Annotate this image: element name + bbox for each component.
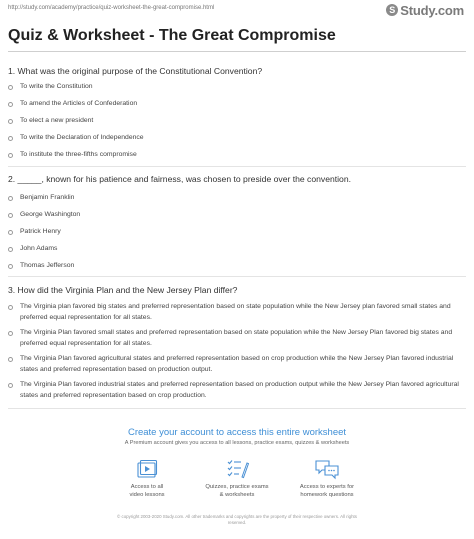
radio-button[interactable] <box>8 102 13 107</box>
question-1: 1. What was the original purpose of the Constitutional Convention? <box>8 66 263 76</box>
study-logo[interactable] <box>386 2 464 18</box>
radio-button[interactable] <box>8 119 13 124</box>
q3-option-3[interactable]: The Virginia Plan favored agricultural states and preferred representation based on crop production while the New Jersey Plan favored industrial states and preferred representation based on production output. <box>8 355 460 375</box>
radio-button[interactable] <box>8 136 13 141</box>
radio-button[interactable] <box>8 153 13 158</box>
q1-option-2[interactable]: To amend the Articles of Confederation <box>8 100 137 109</box>
video-lessons-icon <box>135 458 159 480</box>
q2-option-3[interactable]: Patrick Henry <box>8 228 61 237</box>
q2-option-4[interactable]: John Adams <box>8 245 57 254</box>
radio-button[interactable] <box>8 230 13 235</box>
q2-option-1[interactable]: Benjamin Franklin <box>8 194 74 203</box>
page-url: http://study.com/academy/practice/quiz-worksheet-the-great-compromise.html <box>8 5 215 11</box>
feature-quizzes: Quizzes, practice exams & worksheets <box>187 458 287 499</box>
create-account-link[interactable]: Create your account to access this entire worksheet <box>127 427 347 438</box>
radio-button[interactable] <box>8 213 13 218</box>
q2-option-2[interactable]: George Washington <box>8 211 80 220</box>
q1-option-1[interactable]: To write the Constitution <box>8 83 93 92</box>
question-3: 3. How did the Virginia Plan and the New Jersey Plan differ? <box>8 285 238 295</box>
q3-option-2[interactable]: The Virginia Plan favored small states and preferred representation based on state population while the New Jersey Plan favored big states and preferred equal representation for all states. <box>8 329 460 349</box>
feature-video-lessons: Access to all video lessons <box>97 458 197 499</box>
q3-option-1[interactable]: The Virginia plan favored big states and preferred representation based on state population while the New Jersey plan favored small states and preferred equal representation for all states. <box>8 303 460 323</box>
q2-option-5[interactable]: Thomas Jefferson <box>8 262 74 271</box>
radio-button[interactable] <box>8 357 13 362</box>
radio-button[interactable] <box>8 305 13 310</box>
copyright-footer: © copyright 2003-2020 Study.com. All other trademarks and copyrights are the property of their respective owners. All rights reserved. <box>117 514 357 525</box>
logo-icon: S <box>386 4 398 16</box>
premium-description: A Premium account gives you access to all lessons, practice exams, quizzes & worksheets <box>124 440 350 446</box>
q3-option-4[interactable]: The Virginia Plan favored industrial states and preferred representation based on production output while the New Jersey Plan favored agricultural states and preferred representation based on crop production. <box>8 381 460 401</box>
question-divider <box>8 166 466 167</box>
radio-button[interactable] <box>8 85 13 90</box>
q1-option-4[interactable]: To write the Declaration of Independence <box>8 134 144 143</box>
question-2: 2. _____, known for his patience and fairness, was chosen to preside over the convention. <box>8 174 352 184</box>
radio-button[interactable] <box>8 264 13 269</box>
question-divider <box>8 276 466 277</box>
q1-option-5[interactable]: To institute the three-fifths compromise <box>8 151 137 160</box>
title-divider <box>8 51 466 52</box>
radio-button[interactable] <box>8 247 13 252</box>
page-title: Quiz & Worksheet - The Great Compromise <box>8 27 336 44</box>
quiz-checklist-icon <box>225 458 249 480</box>
radio-button[interactable] <box>8 196 13 201</box>
radio-button[interactable] <box>8 383 13 388</box>
radio-button[interactable] <box>8 331 13 336</box>
page-header <box>0 0 474 22</box>
q1-option-3[interactable]: To elect a new president <box>8 117 93 126</box>
expert-chat-icon <box>314 458 340 480</box>
feature-experts: Access to experts for homework questions <box>277 458 377 499</box>
question-divider <box>8 408 466 409</box>
logo-text: Study.com <box>400 2 464 18</box>
